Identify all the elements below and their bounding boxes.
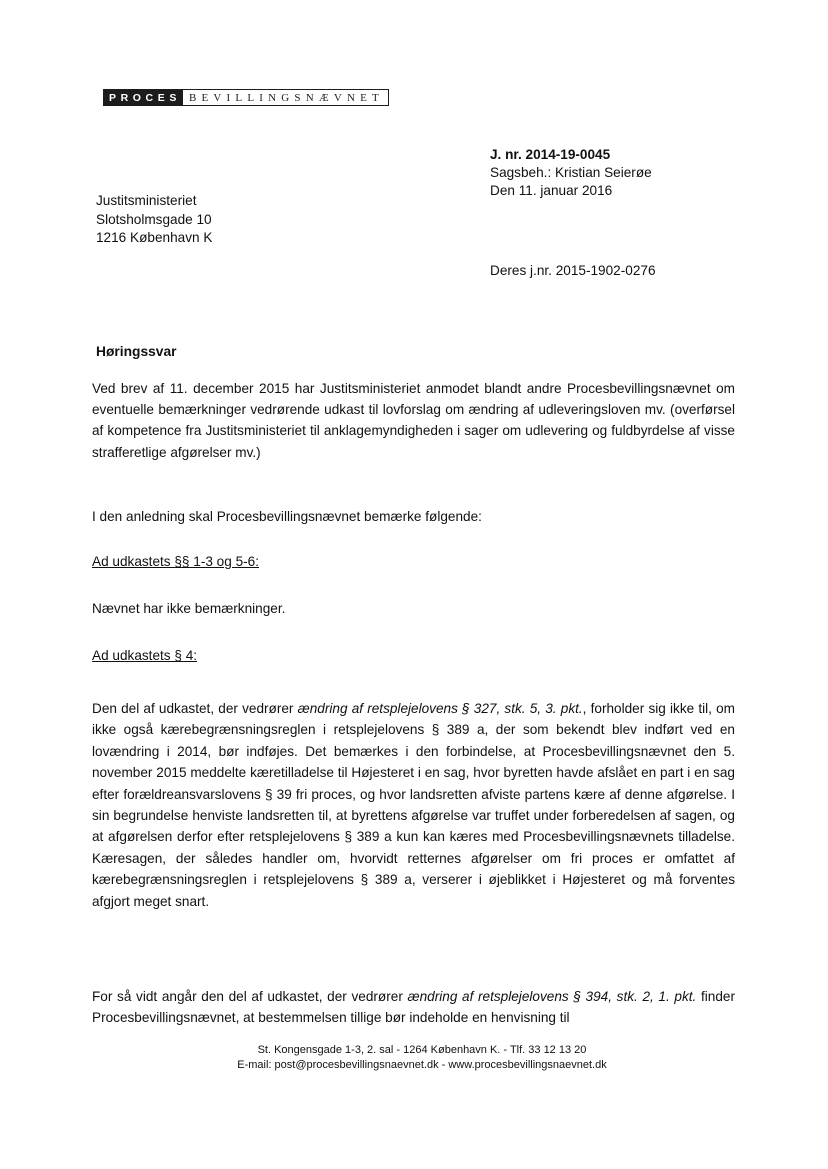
- letter-footer: [0, 1043, 828, 1073]
- paragraph-no-remarks: Nævnet har ikke bemærkninger.: [92, 601, 286, 616]
- p394-italic: ændring af retsplejelovens § 394, stk. 2, 1. pkt.: [407, 989, 697, 1004]
- logo-proces: PROCES: [103, 89, 183, 106]
- recipient-address: [96, 192, 212, 248]
- subheading-paragraphs-1-3-5-6: Ad udkastets §§ 1-3 og 5-6:: [92, 554, 260, 569]
- p327-text-a: Den del af udkastet, der vedrører: [92, 701, 298, 716]
- footer-address: St. Kongensgade 1-3, 2. sal - 1264 København K. - Tlf. 33 12 13 20: [257, 1044, 587, 1056]
- footer-contact: E-mail: post@procesbevillingsnaevnet.dk - www.procesbevillingsnaevnet.dk: [237, 1059, 607, 1071]
- procesbevillingsnaevnet-logo: [103, 89, 389, 106]
- paragraph-retsplejelov-394: [92, 986, 735, 1029]
- recipient-street: Slotsholmsgade 10: [96, 211, 212, 227]
- letter-heading: Høringssvar: [96, 344, 177, 359]
- logo-bevillingsnaevnet: BEVILLINGSNÆVNET: [183, 89, 389, 106]
- paragraph-retsplejelov-327: [92, 698, 735, 912]
- journal-number: J. nr. 2014-19-0045: [490, 147, 611, 162]
- recipient-reference: Deres j.nr. 2015-1902-0276: [490, 263, 656, 278]
- recipient-name: Justitsministeriet: [96, 193, 197, 208]
- subheading-paragraph-4: Ad udkastets § 4:: [92, 648, 198, 663]
- recipient-city: 1216 København K: [96, 230, 213, 245]
- p394-text-a: For så vidt angår den del af udkastet, der vedrører: [92, 989, 408, 1004]
- letter-date: Den 11. januar 2016: [490, 183, 613, 198]
- case-handler: Sagsbeh.: Kristian Seierøe: [490, 165, 652, 180]
- p394-text-c: finder Procesbevillingsnævnet, at bestemmelsen tillige bør indeholde en henvisning til: [92, 989, 735, 1026]
- paragraph-anledning: I den anledning skal Procesbevillingsnævnet bemærke følgende:: [92, 509, 482, 524]
- p327-text-c: , forholder sig ikke til, om ikke også kærebegrænsningsreglen i retsplejelovens § 389 a, der som bekendt blev indført ved en lovændring i 2014, bør indføjes. Det bemærkes i den forbindelse, at Procesbevillingsnævnet den 5. november 2015 meddelte kæretilladelse til Højesteret i en sag, hvor byretten havde afslået en part i en sag efter forældreansvarslovens § 39 fri proces, og hvor landsretten afviste partens kære af denne afgørelse. I sin begrundelse henviste landsretten til, at byrettens afgørelse var truffet under forberedelsen af sagen, og at afgørelsen derfor efter retsplejelovens § 389 a kun kan kæres med Procesbevillingsnævnets tilladelse. Kæresagen, der således handler om, hvorvidt retternes afgørelser om fri proces er omfattet af kærebegrænsningsreglen i retsplejelovens § 389 a, verserer i øjeblikket i Højesteret og må forventes afgjort meget snart.: [92, 701, 735, 909]
- case-meta: [490, 146, 652, 200]
- paragraph-intro: Ved brev af 11. december 2015 har Justitsministeriet anmodet blandt andre Procesbevillingsnævnet om eventuelle bemærkninger vedrørende udkast til lovforslag om ændring af udleveringsloven mv. (overførsel af kompetence fra Justitsministeriet til anklagemyndigheden i sager om udlevering og fuldbyrdelse af visse strafferetlige afgørelser mv.): [92, 381, 735, 460]
- p327-italic: ændring af retsplejelovens § 327, stk. 5, 3. pkt.: [297, 701, 583, 716]
